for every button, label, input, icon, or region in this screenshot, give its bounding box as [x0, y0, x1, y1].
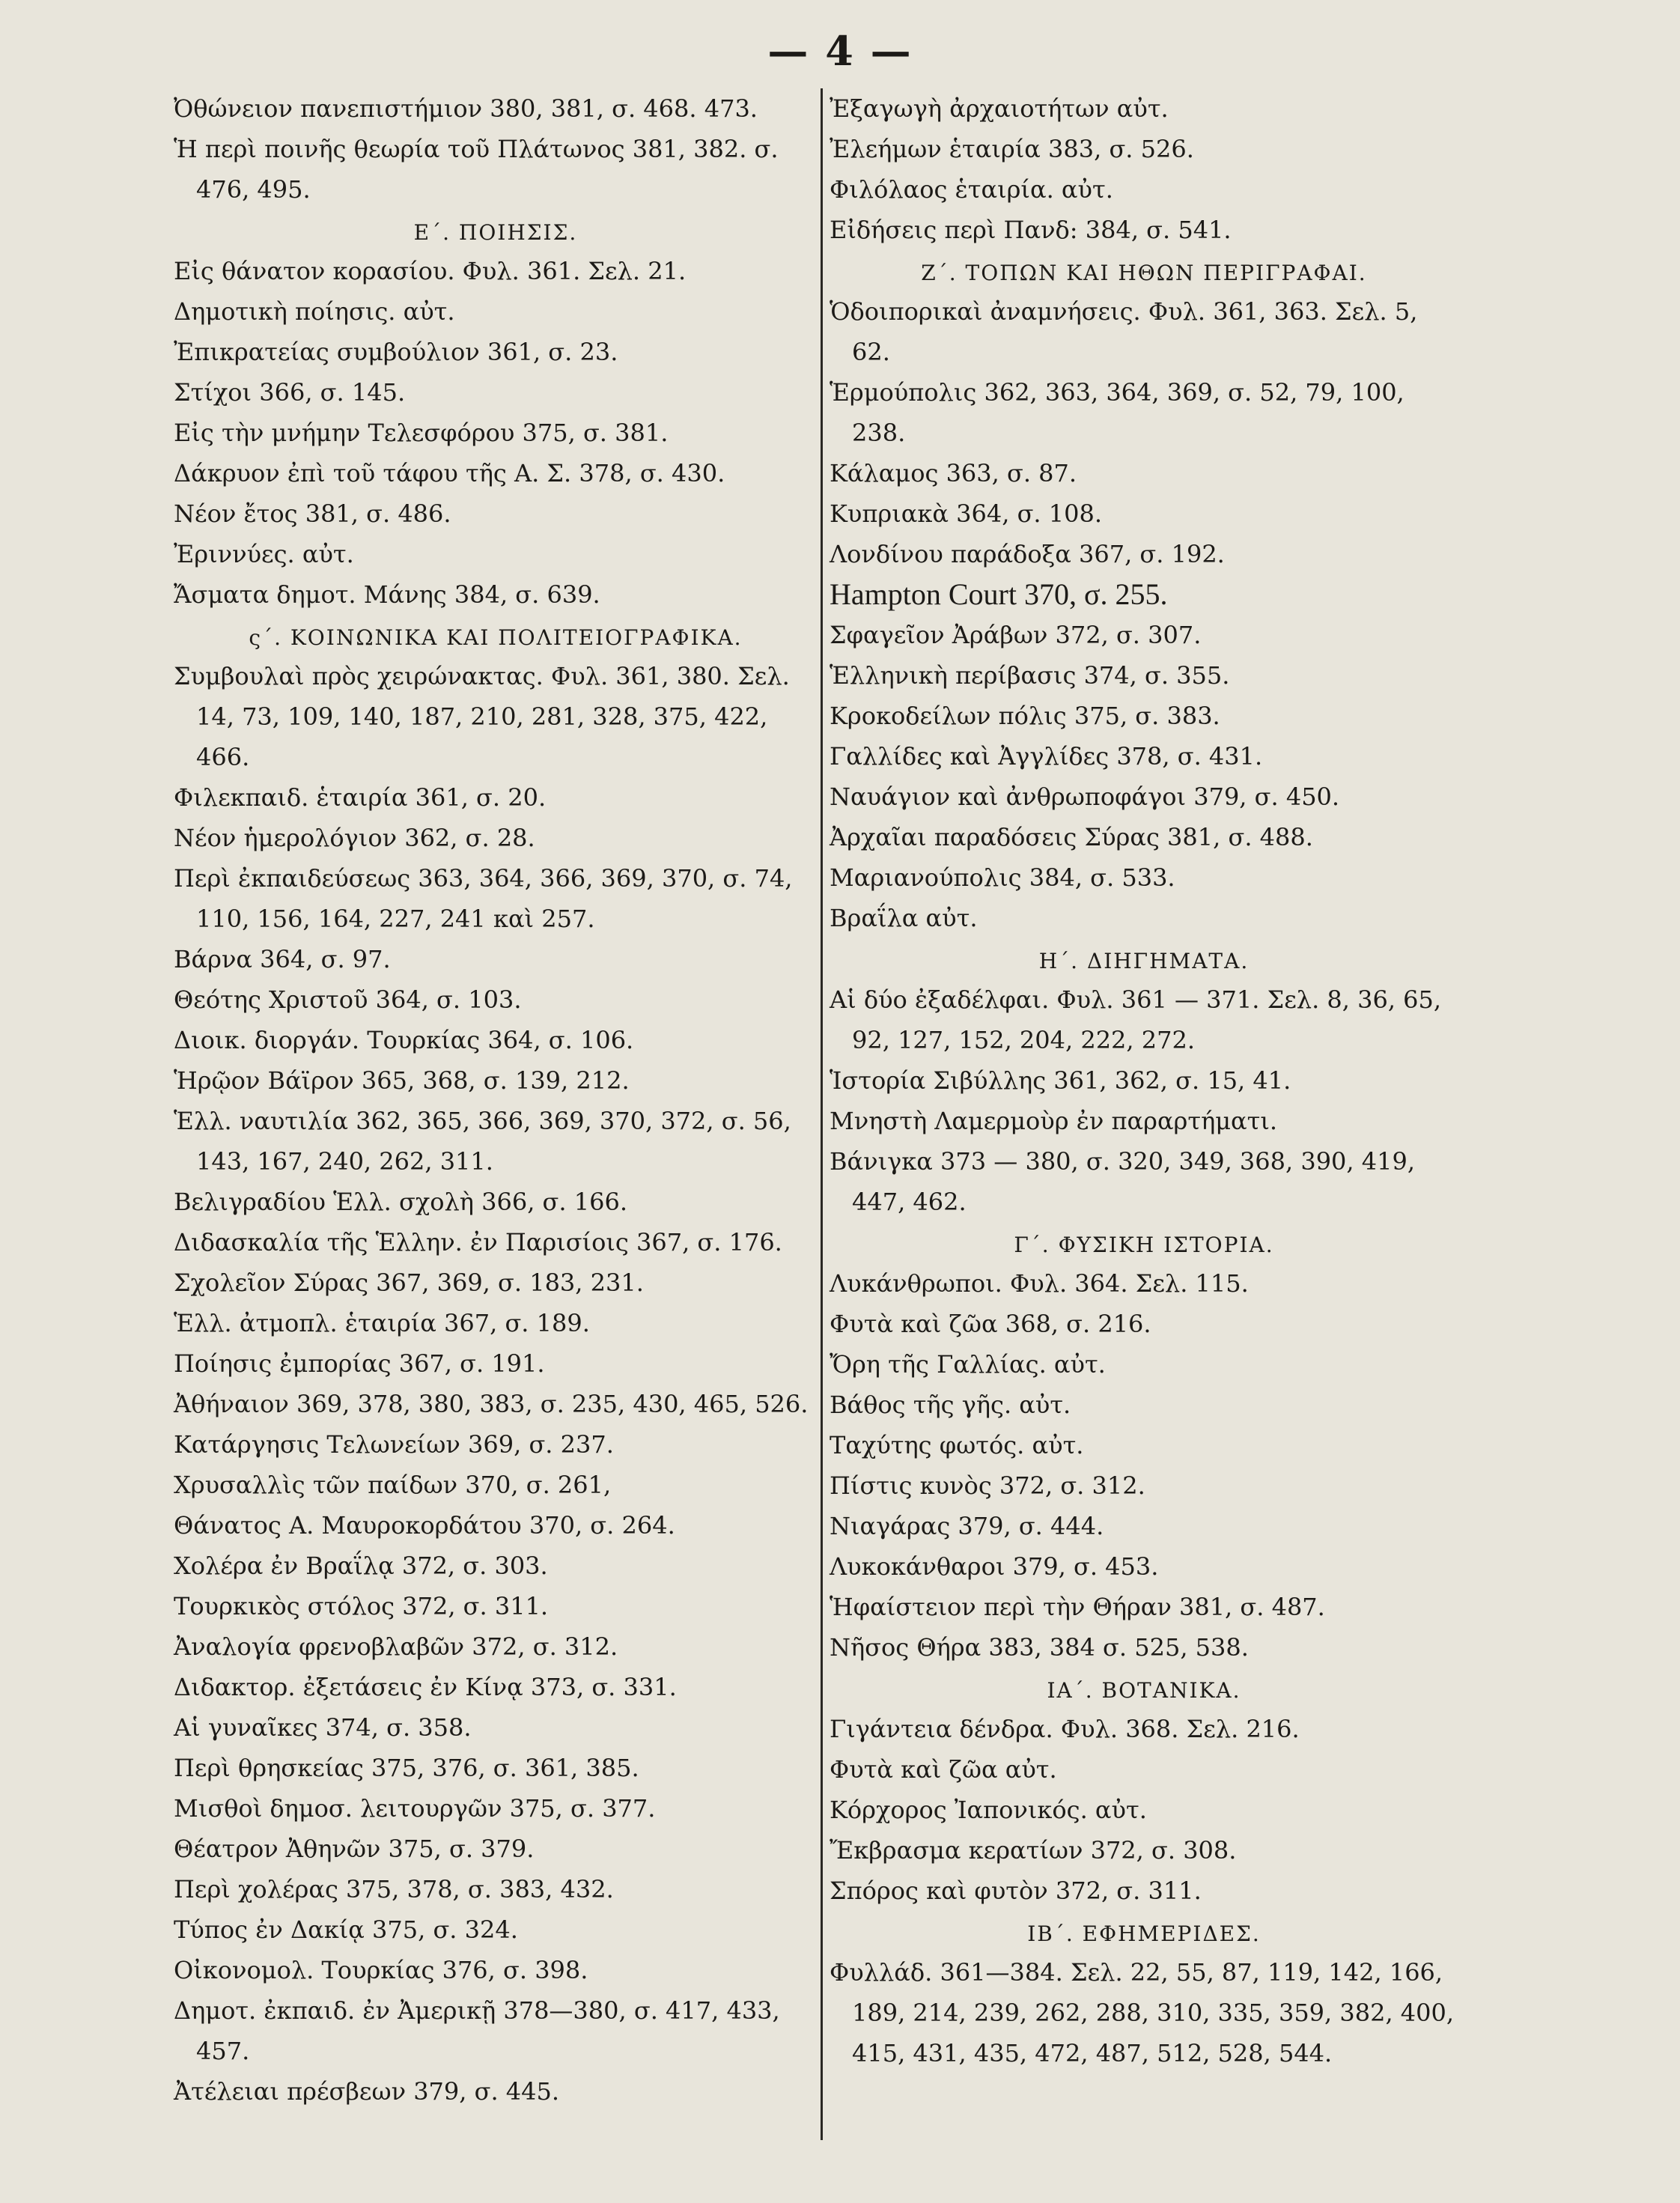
index-entry: Ἐλεήμων ἑταιρία 383, σ. 526. — [830, 135, 1194, 163]
index-entry: Μισθοὶ δημοσ. λειτουργῶν 375, σ. 377. — [174, 1794, 656, 1823]
index-entry: Γαλλίδες καὶ Ἀγγλίδες 378, σ. 431. — [830, 742, 1263, 771]
index-entry: Διοικ. διοργάν. Τουρκίας 364, σ. 106. — [174, 1026, 634, 1054]
index-entry: Φιλόλαος ἑταιρία. αὐτ. — [830, 175, 1113, 204]
index-entry: Ταχύτης φωτός. αὐτ. — [830, 1431, 1084, 1459]
index-entry: Τύπος ἐν Δακίᾳ 375, σ. 324. — [174, 1915, 518, 1944]
section-heading: Η΄. ΔΙΗΓΗΜΑΤΑ. — [1038, 949, 1250, 973]
index-entry: Δάκρυον ἐπὶ τοῦ τάφου τῆς Α. Σ. 378, σ. 430. — [174, 459, 725, 487]
index-entry: Περὶ ἐκπαιδεύσεως 363, 364, 366, 369, 370, σ. 74, 110, 156, 164, 227, 241 καὶ 257. — [174, 864, 793, 933]
index-entry: Φυτὰ καὶ ζῶα αὐτ. — [830, 1755, 1057, 1784]
index-entry: Ἑλλ. ναυτιλία 362, 365, 366, 369, 370, 372, σ. 56, 143, 167, 240, 262, 311. — [174, 1107, 791, 1176]
index-entry: Βάρνα 364, σ. 97. — [174, 945, 391, 973]
index-entry: Σφαγεῖον Ἀράβων 372, σ. 307. — [830, 621, 1202, 649]
index-entry: Σχολεῖον Σύρας 367, 369, σ. 183, 231. — [174, 1268, 644, 1297]
index-entry: Λυκοκάνθαροι 379, σ. 453. — [830, 1552, 1159, 1581]
index-entry: Κυπριακὰ 364, σ. 108. — [830, 499, 1102, 528]
index-entry: Ὁδοιπορικαὶ ἀναμνήσεις. Φυλ. 361, 363. Σελ. 5, 62. — [830, 297, 1418, 366]
section-heading: Γ΄. ΦΥΣΙΚΗ ΙΣΤΟΡΙΑ. — [1014, 1233, 1274, 1257]
index-entry: Ὄρη τῆς Γαλλίας. αὐτ. — [830, 1350, 1106, 1379]
index-entry: Τουρκικὸς στόλος 372, σ. 311. — [174, 1592, 549, 1620]
index-entry: Σπόρος καὶ φυτὸν 372, σ. 311. — [830, 1877, 1202, 1905]
index-entry: Μνηστὴ Λαμερμοὺρ ἐν παραρτήματι. — [830, 1107, 1278, 1135]
index-entry: Μαριανούπολις 384, σ. 533. — [830, 863, 1175, 892]
index-entry: Θάνατος Α. Μαυροκορδάτου 370, σ. 264. — [174, 1511, 675, 1540]
index-entry: Ὀθώνειον πανεπιστήμιον 380, 381, σ. 468. 473. — [174, 94, 758, 123]
index-entry: Κόρχορος Ἰαπονικός. αὐτ. — [830, 1796, 1147, 1824]
index-entry: Εἰς τὴν μνήμην Τελεσφόρου 375, σ. 381. — [174, 419, 669, 447]
index-entry: Κροκοδείλων πόλις 375, σ. 383. — [830, 702, 1220, 730]
index-entry: Ἡφαίστειον περὶ τὴν Θήραν 381, σ. 487. — [830, 1593, 1325, 1621]
index-entry: Ἱστορία Σιβύλλης 361, 362, σ. 15, 41. — [830, 1066, 1291, 1095]
section-heading: Ε΄. ΠΟΙΗΣΙΣ. — [413, 220, 578, 245]
index-entry: Βραΐλα αὐτ. — [830, 904, 978, 932]
index-entry: Φυλλάδ. 361—384. Σελ. 22, 55, 87, 119, 142, 166, 189, 214, 239, 262, 288, 310, 335, 359, 382, 400, 415, 431, 435, 472, 487, 512, 528, 544. — [830, 1958, 1455, 2067]
index-entry: Δημοτικὴ ποίησις. αὐτ. — [174, 297, 455, 326]
index-entry: Ἐξαγωγὴ ἀρχαιοτήτων αὐτ. — [830, 94, 1169, 123]
index-entry: Διδακτορ. ἐξετάσεις ἐν Κίνᾳ 373, σ. 331. — [174, 1673, 677, 1701]
index-entry: Εἰς θάνατον κορασίου. Φυλ. 361. Σελ. 21. — [174, 257, 687, 285]
index-entry: Ἑλλ. ἀτμοπλ. ἑταιρία 367, σ. 189. — [174, 1309, 590, 1337]
section-heading: ς΄. ΚΟΙΝΩΝΙΚΑ ΚΑΙ ΠΟΛΙΤΕΙΟΓΡΑΦΙΚΑ. — [249, 625, 743, 650]
index-entry: Ἑλληνικὴ περίβασις 374, σ. 355. — [830, 661, 1230, 690]
index-entry: Διδασκαλία τῆς Ἑλλην. ἐν Παρισίοις 367, σ. 176. — [174, 1228, 782, 1257]
index-entry: Πίστις κυνὸς 372, σ. 312. — [830, 1471, 1145, 1500]
section-heading: Ζ΄. ΤΟΠΩΝ ΚΑΙ ΗΘΩΝ ΠΕΡΙΓΡΑΦΑΙ. — [921, 261, 1367, 285]
index-entry: Νιαγάρας 379, σ. 444. — [830, 1512, 1104, 1540]
index-entry: Hampton Court 370, σ. 255. — [830, 577, 1168, 611]
index-entry: Συμβουλαὶ πρὸς χειρώνακτας. Φυλ. 361, 380. Σελ. 14, 73, 109, 140, 187, 210, 281, 328, 375, 422, 466. — [174, 662, 790, 771]
index-entry: Νέον ἔτος 381, σ. 486. — [174, 499, 451, 528]
index-entry: Νῆσος Θήρα 383, 384 σ. 525, 538. — [830, 1633, 1249, 1662]
section-heading: ΙΑ΄. ΒΟΤΑΝΙΚΑ. — [1047, 1678, 1241, 1703]
index-entry: Ἀθήναιον 369, 378, 380, 383, σ. 235, 430, 465, 526. — [174, 1390, 809, 1418]
index-entry: Ἔκβρασμα κερατίων 372, σ. 308. — [830, 1836, 1237, 1865]
right-column — [830, 88, 1458, 2073]
index-entry: Δημοτ. ἐκπαιδ. ἐν Ἀμερικῇ 378—380, σ. 417, 433, 457. — [174, 1996, 780, 2065]
index-entry: Χολέρα ἐν Βραΐλᾳ 372, σ. 303. — [174, 1552, 548, 1580]
section-heading: ΙΒ΄. ΕΦΗΜΕΡΙΔΕΣ. — [1027, 1921, 1261, 1946]
page-number: — 4 — — [767, 27, 913, 75]
index-entry: Ἀναλογία φρενοβλαβῶν 372, σ. 312. — [174, 1632, 618, 1661]
index-entry: Ἄσματα δημοτ. Μάνης 384, σ. 639. — [174, 580, 600, 609]
left-column — [174, 88, 818, 2112]
index-entry: Εἰδήσεις περὶ Πανδ: 384, σ. 541. — [830, 216, 1232, 244]
index-entry: Ἐπικρατείας συμβούλιον 361, σ. 23. — [174, 338, 618, 366]
index-entry: Βελιγραδίου Ἑλλ. σχολὴ 366, σ. 166. — [174, 1188, 627, 1216]
index-entry: Ἑρμούπολις 362, 363, 364, 369, σ. 52, 79, 100, 238. — [830, 378, 1404, 447]
index-entry: Αἱ γυναῖκες 374, σ. 358. — [174, 1713, 472, 1742]
index-entry: Ἐριννύες. αὐτ. — [174, 540, 354, 568]
index-entry: Ἡ περὶ ποινῆς θεωρία τοῦ Πλάτωνος 381, 382. σ. 476, 495. — [174, 135, 779, 204]
index-entry: Οἰκονομολ. Τουρκίας 376, σ. 398. — [174, 1956, 588, 1984]
index-entry: Ναυάγιον καὶ ἀνθρωποφάγοι 379, σ. 450. — [830, 783, 1340, 811]
index-entry: Χρυσαλλὶς τῶν παίδων 370, σ. 261, — [174, 1471, 612, 1499]
index-entry: Βάνιγκα 373 — 380, σ. 320, 349, 368, 390, 419, 447, 462. — [830, 1147, 1415, 1216]
index-entry: Περὶ θρησκείας 375, 376, σ. 361, 385. — [174, 1754, 639, 1782]
index-entry: Βάθος τῆς γῆς. αὐτ. — [830, 1391, 1071, 1419]
index-entry: Ἡρῷον Βάϊρον 365, 368, σ. 139, 212. — [174, 1066, 630, 1095]
index-entry: Γιγάντεια δένδρα. Φυλ. 368. Σελ. 216. — [830, 1715, 1300, 1743]
index-entry: Θεότης Χριστοῦ 364, σ. 103. — [174, 985, 522, 1014]
index-entry: Περὶ χολέρας 375, 378, σ. 383, 432. — [174, 1875, 614, 1903]
index-entry: Θέατρον Ἀθηνῶν 375, σ. 379. — [174, 1835, 535, 1863]
column-divider — [821, 88, 823, 2140]
index-entry: Κάλαμος 363, σ. 87. — [830, 459, 1077, 487]
index-entry: Ποίησις ἐμπορίας 367, σ. 191. — [174, 1349, 545, 1378]
index-entry: Ἀτέλειαι πρέσβεων 379, σ. 445. — [174, 2077, 560, 2106]
index-entry: Νέον ἡμερολόγιον 362, σ. 28. — [174, 824, 535, 852]
index-entry: Φυτὰ καὶ ζῶα 368, σ. 216. — [830, 1310, 1151, 1338]
index-entry: Λυκάνθρωποι. Φυλ. 364. Σελ. 115. — [830, 1269, 1249, 1298]
index-entry: Φιλεκπαιδ. ἑταιρία 361, σ. 20. — [174, 783, 547, 812]
index-entry: Αἱ δύο ἐξαδέλφαι. Φυλ. 361 — 371. Σελ. 8, 36, 65, 92, 127, 152, 204, 222, 272. — [830, 985, 1442, 1054]
index-entry: Στίχοι 366, σ. 145. — [174, 378, 406, 407]
index-entry: Κατάργησις Τελωνείων 369, σ. 237. — [174, 1430, 614, 1459]
index-entry: Ἀρχαῖαι παραδόσεις Σύρας 381, σ. 488. — [830, 823, 1313, 851]
index-entry: Λονδίνου παράδοξα 367, σ. 192. — [830, 540, 1225, 568]
